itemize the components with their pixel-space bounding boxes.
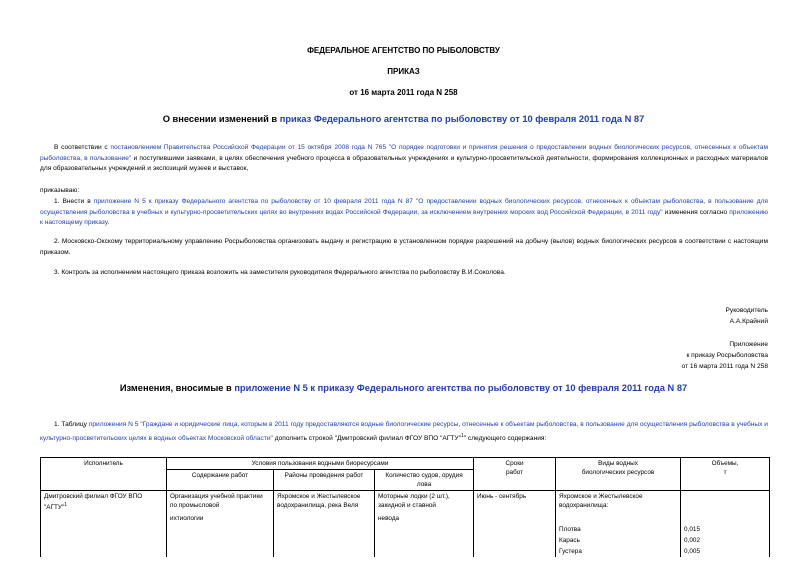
header-vessels: Количество судов, орудия лова — [375, 470, 474, 491]
species-volume: 0,005 — [681, 546, 770, 557]
executor-footnote-mark[interactable]: 1 — [64, 502, 68, 508]
change1-text-c: " следующего содержания: — [463, 434, 547, 442]
cell-terms: Июнь - сентябрь — [474, 491, 556, 525]
preamble-paragraph — [40, 143, 768, 175]
cell-executor — [41, 491, 167, 525]
header-species-l1: Виды водных — [598, 460, 638, 467]
item1-text-a: 1. Внести в — [54, 198, 94, 205]
document-type: ПРИКАЗ — [387, 67, 420, 76]
change-item-1 — [40, 420, 768, 444]
table-row — [41, 491, 770, 525]
species-volume: 0,015 — [681, 524, 770, 535]
appendix-title-link[interactable]: приложение N 5 к приказу Федерального агентства по рыболовству от 10 февраля 2011 года N 87 — [234, 383, 688, 393]
preamble-text-1: В соответствии с — [54, 144, 111, 151]
header-terms — [474, 458, 556, 491]
change1-text-b: дополнить строкой "Дмитровский филиал ФГОУ ВПО "АГТУ" — [272, 434, 461, 442]
item1-text-b: изменения согласно — [662, 208, 730, 216]
cell-species-header: Яхромское и Жестылевское водохранилища: — [556, 491, 681, 525]
title-prefix: О внесении изменений в — [162, 114, 280, 124]
work-line-1: Организация учебной практики по промысловой — [170, 493, 263, 509]
vessels-line-2: невода — [378, 515, 400, 522]
appendix-reference — [682, 339, 768, 372]
cell-vessels — [375, 491, 474, 525]
appendix-ref-line-3: от 16 марта 2011 года N 258 — [681, 363, 768, 370]
preamble-link[interactable]: постановлением Правительства Российской Федерации от 15 октября 2008 года N 765 "О порядке подготовки и принятия решения о предоставлении водных биологических ресурсов, отнесенных к объектам рыболовства, в пользование" — [40, 144, 769, 162]
header-conditions: Условия пользования водными биоресурсами — [167, 458, 474, 470]
species-name: Карась — [556, 535, 681, 546]
header-volumes — [681, 458, 770, 491]
preamble-text-2: и поступившими заявками, в целях обеспечения учебного процесса в образовательных учреждениях и культурно-просветительской деятельности, формирования коллекционных и расходных материалов для образовательных учреждений и экспозиций музеев и выставок, — [40, 154, 768, 172]
cell-volume-empty — [681, 491, 770, 525]
appendix-title-prefix: Изменения, вносимые в — [119, 383, 235, 393]
signature-block — [726, 305, 768, 327]
order-item-3: 3. Контроль за исполнением настоящего приказа возложить на заместителя руководителя Федерального агентства по рыболовству В.И.Соколова. — [54, 269, 506, 276]
executor-name: Дмитровский филиал ФГОУ ВПО "АГТУ" — [44, 493, 143, 512]
species-volume: 0,002 — [681, 535, 770, 546]
table-row — [41, 546, 770, 557]
order-word: приказываю: — [40, 187, 80, 194]
species-name: Густера — [556, 546, 681, 557]
item1-text-c: . — [107, 219, 110, 226]
document-date: от 16 марта 2011 года N 258 — [349, 88, 458, 97]
header-terms-l2: работ — [505, 469, 524, 476]
table-header-row-1 — [41, 458, 770, 470]
header-terms-l1: Сроки — [505, 460, 524, 467]
header-species-l2: биологических ресурсов — [581, 469, 655, 476]
vessels-line-1: Моторные лодки (2 шт.), закидной и ставной — [378, 493, 450, 509]
amendment-table — [40, 457, 770, 557]
header-volumes-l1: Объемы, — [711, 460, 739, 467]
species-name: Плотва — [556, 524, 681, 535]
agency-name: ФЕДЕРАЛЬНОЕ АГЕНТСТВО ПО РЫБОЛОВСТВУ — [307, 46, 500, 55]
order-item-2: 2. Московско-Окскому территориальному управлению Росрыболовства организовать выдачу и регистрацию в установленном порядке разрешений на добычу (вылов) водных биологических ресурсов в соответствии с настоящим приказом. — [40, 238, 768, 256]
signature-name: А.А.Крайний — [729, 318, 768, 325]
order-item-1 — [40, 197, 768, 229]
change1-link[interactable]: приложения N 5 "Граждане и юридические лица, которым в 2011 году предоставляются водные биологические ресурсы, отнесенные к объектам рыболовства, в пользование для осуществления рыболовства в учебных и культурно-просветительских целях в водных объектах Московской области" — [40, 421, 768, 442]
change1-footnote-mark[interactable]: 1 — [460, 432, 464, 439]
title-link[interactable]: приказ Федерального агентства по рыболовству от 10 февраля 2011 года N 87 — [279, 114, 645, 124]
header-volumes-l2: т — [723, 469, 727, 476]
work-line-2: ихтиологии — [170, 515, 204, 522]
change1-text-a: 1. Таблицу — [54, 421, 89, 428]
table-row — [41, 524, 770, 535]
appendix-ref-line-1: Приложение — [729, 341, 768, 348]
header-work: Содержание работ — [167, 470, 274, 491]
table-row — [41, 535, 770, 546]
header-areas: Районы проведения работ — [274, 470, 375, 491]
cell-area: Яхромское и Жестылевское водохранилища, река Веля — [274, 491, 375, 525]
header-species — [556, 458, 681, 491]
signature-role: Руководитель — [725, 307, 768, 314]
item1-link-appendix[interactable]: приложению к настоящему приказу — [40, 208, 768, 226]
appendix-title — [0, 383, 807, 393]
appendix-ref-line-2: к приказу Росрыболовства — [686, 352, 768, 359]
cell-work — [167, 491, 274, 525]
item1-link[interactable]: приложение N 5 к приказу Федерального агентства по рыболовству от 10 февраля 2011 года N 87 "О предоставлении водных биологических ресурсов, отнесенных к объектам рыболовства, в пользование для осуществления рыболовства в учебных и культурно-просветительских целях во внутренних водах Российской Федерации, за исключением внутренних морских вод Российской Федерации, в 2011 году" — [40, 198, 768, 216]
document-title — [0, 114, 807, 124]
header-executor: Исполнитель — [41, 458, 167, 491]
